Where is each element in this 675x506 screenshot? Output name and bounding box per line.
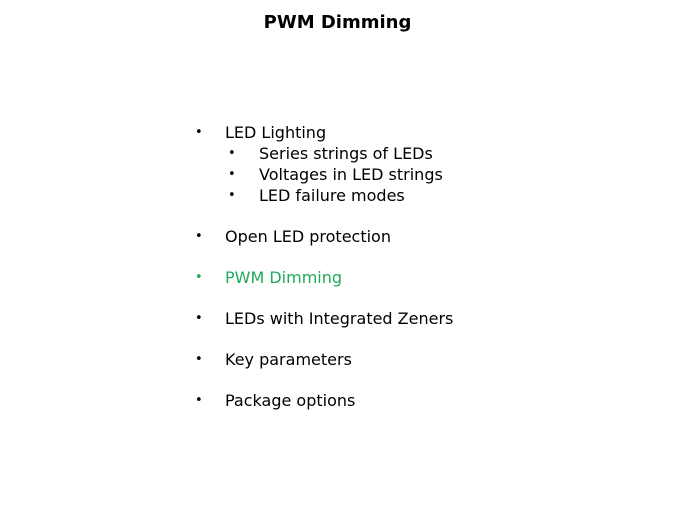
bullet-icon: • [195,125,203,140]
outline-item-label: Key parameters [225,350,352,369]
bullet-icon: • [195,270,203,285]
outline-item-package-options [195,390,635,411]
bullet-icon: • [195,393,203,408]
outline-item-pwm-dimming-current [195,267,635,288]
outline-item-led-lighting [195,122,635,206]
outline-item-label: Open LED protection [225,227,391,246]
outline-item-key-parameters [195,349,635,370]
sub-item-label: Series strings of LEDs [259,144,433,163]
bullet-icon: • [195,229,203,244]
bullet-icon: • [228,188,236,203]
bullet-icon: • [195,311,203,326]
sub-item-voltages [225,164,635,185]
outline-item-label: LEDs with Integrated Zeners [225,309,454,328]
outline-item-label: PWM Dimming [225,268,343,287]
sub-topic-list [225,143,635,206]
sub-item-label: Voltages in LED strings [259,165,443,184]
bullet-icon: • [195,352,203,367]
outline-item-label: LED Lighting [225,123,327,142]
sub-item-label: LED failure modes [259,186,405,205]
topic-outline [195,122,635,411]
sub-item-series-strings [225,143,635,164]
outline-item-label: Package options [225,391,356,410]
outline-item-open-led-protection [195,226,635,247]
bullet-icon: • [228,146,236,161]
bullet-icon: • [228,167,236,182]
outline-item-integrated-zeners [195,308,635,329]
slide-title: PWM Dimming [263,12,412,33]
sub-item-failure-modes [225,185,635,206]
